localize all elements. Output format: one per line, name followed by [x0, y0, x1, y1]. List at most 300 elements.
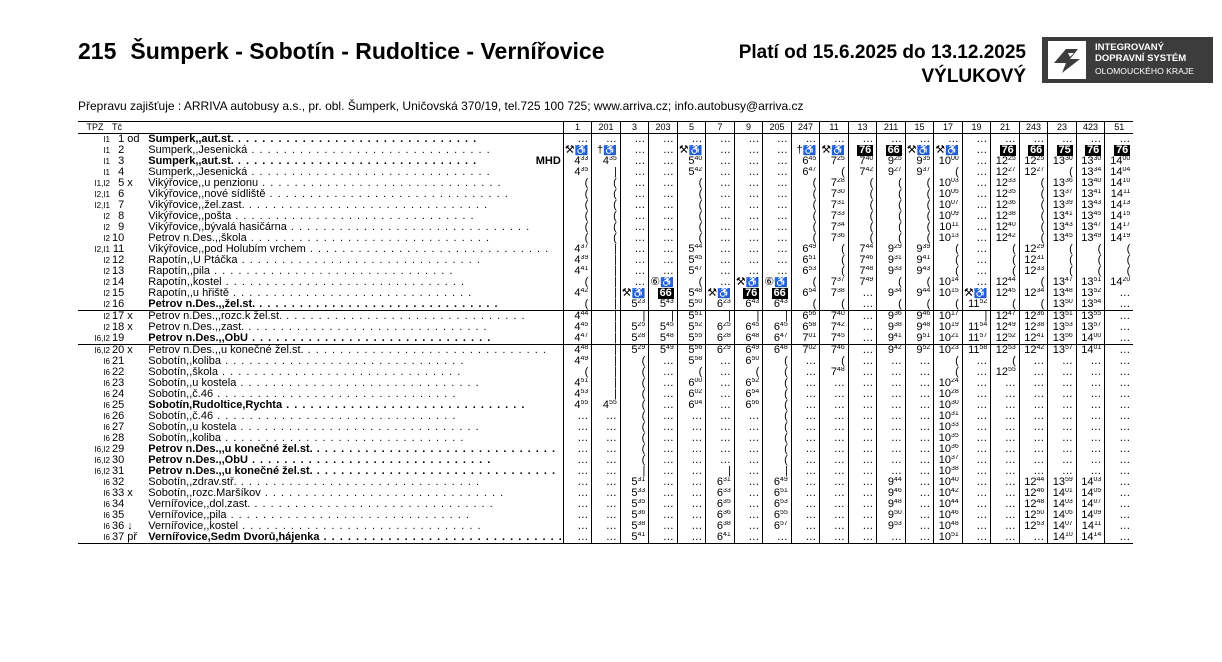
time-cell: …	[848, 455, 877, 466]
time-cell: …	[706, 189, 735, 200]
time-cell: $7^{45}$	[820, 333, 849, 345]
time-cell: …	[1076, 389, 1105, 400]
time-cell: …	[706, 411, 735, 422]
row-tpz: I2,I1	[94, 201, 110, 210]
time-cell: (	[934, 266, 963, 277]
time-cell: $9^{52}$	[905, 345, 934, 357]
time-cell: …	[734, 266, 763, 277]
dot-leader: . . . . . . . . . . . . . . . . . . . . . . . . . . . . . .	[260, 488, 505, 499]
time-cell: (	[763, 444, 792, 455]
time-cell: $14^{09}$	[1076, 510, 1105, 521]
stop-name-text: Vernířovice,,kostel	[148, 521, 239, 532]
time-cell: $7^{30}$	[820, 189, 849, 200]
time-cell: $14^{04}$	[1105, 167, 1134, 178]
time-cell: |	[962, 311, 991, 323]
time-cell: …	[962, 499, 991, 510]
time-cell: …	[563, 466, 592, 477]
time-cell: $7^{48}$	[820, 367, 849, 378]
time-cell: |	[592, 389, 621, 400]
stop-name-text: Vikýřovice,,žel.zast.	[148, 200, 245, 211]
time-cell: |	[592, 333, 621, 345]
time-cell: …	[962, 167, 991, 178]
time-cell: …	[649, 444, 678, 455]
time-cell: $9^{41}$	[877, 333, 906, 345]
time-cell: …	[962, 532, 991, 544]
dot-leader: . . . . . . . . . . . . . . . . . . . . . . . . . . . . . .	[305, 244, 550, 255]
time-cell: $10^{24}$	[934, 378, 963, 389]
time-cell: $6^{00}$	[677, 378, 706, 389]
dot-leader: . . . . . . . . . . . . . . . . . . . . . . . . . . . . . .	[244, 322, 488, 333]
row-mark: ↓	[127, 521, 133, 532]
stop-name	[148, 333, 563, 345]
time-cell: 76	[848, 145, 877, 156]
time-cell: $14^{10}$	[1048, 532, 1077, 544]
time-cell: …	[649, 222, 678, 233]
time-cell: …	[1105, 499, 1134, 510]
time-cell: …	[820, 477, 849, 488]
stop-name-text: Vernířovice,,dol.zast.	[148, 499, 251, 510]
time-cell: …	[649, 455, 678, 466]
time-cell: (	[791, 178, 820, 189]
row-tpz: I6	[103, 489, 110, 498]
time-cell: $6^{31}$	[706, 477, 735, 488]
time-cell: $5^{56}$	[677, 345, 706, 357]
time-cell: …	[962, 400, 991, 411]
time-cell: $13^{43}$	[1048, 222, 1077, 233]
time-cell: (	[563, 178, 592, 189]
stop-name	[148, 134, 563, 146]
time-cell: …	[649, 389, 678, 400]
time-cell: …	[848, 356, 877, 367]
time-cell: …	[592, 455, 621, 466]
time-cell: …	[1019, 356, 1048, 367]
stop-name	[148, 477, 563, 488]
time-cell: $4^{45}$	[563, 322, 592, 333]
time-cell: $12^{31}$	[1019, 255, 1048, 266]
time-cell: …	[734, 532, 763, 544]
time-cell: …	[820, 411, 849, 422]
row-number: 19	[112, 333, 125, 344]
time-cell: …	[592, 444, 621, 455]
time-cell: (	[905, 222, 934, 233]
table-row	[78, 400, 1133, 411]
time-cell: …	[734, 499, 763, 510]
time-cell: $4^{48}$	[563, 345, 592, 357]
time-cell: …	[791, 422, 820, 433]
time-cell: …	[1048, 367, 1077, 378]
time-cell: …	[734, 156, 763, 167]
time-cell: $12^{52}$	[991, 333, 1020, 345]
time-cell: …	[763, 211, 792, 222]
stop-name-text: Petrov n.Des.,,u konečné žel.st.	[148, 444, 313, 455]
page-title	[78, 38, 605, 65]
time-cell: $7^{25}$	[820, 156, 849, 167]
time-cell: |	[592, 356, 621, 367]
time-cell: …	[905, 411, 934, 422]
time-cell: …	[791, 499, 820, 510]
table-row	[78, 477, 1133, 488]
time-cell: (	[848, 189, 877, 200]
time-cell: $6^{53}$	[791, 266, 820, 277]
time-cell: $9^{46}$	[905, 311, 934, 323]
time-cell: (	[991, 356, 1020, 367]
stop-name-text: Vikýřovice,,pošta	[148, 211, 232, 222]
time-cell: (	[1019, 233, 1048, 244]
row-number: 9	[118, 222, 125, 233]
time-cell: $5^{23}$	[620, 299, 649, 311]
stop-name-text: Petrov n.Des.,,u konečné žel.st.	[148, 344, 304, 356]
row-mark	[126, 277, 148, 288]
time-cell: $14^{19}$	[1105, 233, 1134, 244]
time-cell: …	[1105, 466, 1134, 477]
time-cell: (	[905, 299, 934, 311]
time-cell: 66	[763, 288, 792, 299]
stop-name	[148, 145, 563, 156]
time-cell: $9^{29}$	[877, 244, 906, 255]
time-cell: …	[592, 499, 621, 510]
time-cell: …	[905, 389, 934, 400]
time-cell: …	[820, 499, 849, 510]
stop-name-text: Vikýřovice,,bývalá hasičárna	[148, 222, 287, 233]
stop-name-text: Šumperk,,aut.st.	[148, 156, 234, 167]
time-cell: $7^{34}$	[820, 222, 849, 233]
time-cell: …	[620, 255, 649, 266]
time-cell: $9^{27}$	[877, 167, 906, 178]
time-cell: …	[706, 277, 735, 288]
time-cell: …	[677, 499, 706, 510]
table-row	[78, 499, 1133, 510]
time-cell: …	[649, 411, 678, 422]
table-row	[78, 178, 1133, 189]
stop-name	[148, 299, 563, 311]
row-number: 11	[112, 244, 125, 255]
time-cell: …	[592, 477, 621, 488]
time-cell: (	[905, 277, 934, 288]
time-cell: (	[791, 233, 820, 244]
time-cell: $13^{41}$	[1048, 211, 1077, 222]
trip-number: 5	[677, 122, 706, 134]
time-cell: (	[905, 211, 934, 222]
time-cell: …	[877, 389, 906, 400]
row-number: 15	[112, 288, 125, 299]
time-cell: $9^{43}$	[905, 266, 934, 277]
stop-name	[148, 400, 563, 411]
table-row	[78, 145, 1133, 156]
row-mark: x	[127, 322, 133, 333]
time-cell: $12^{42}$	[991, 233, 1020, 244]
time-cell: $12^{35}$	[991, 189, 1020, 200]
time-cell: …	[734, 167, 763, 178]
table-row	[78, 378, 1133, 389]
time-cell: (	[1048, 167, 1077, 178]
dot-leader: . . . . . . . . . . . . . . . . . . . . . . . . . . . . . .	[255, 299, 499, 310]
time-cell: $11^{58}$	[962, 345, 991, 357]
time-cell: |	[649, 311, 678, 323]
time-cell: |	[592, 288, 621, 299]
dot-leader: . . . . . . . . . . . . . . . . . . . . . . . . . . . . . .	[226, 510, 470, 521]
time-cell: …	[962, 266, 991, 277]
row-number: 30	[112, 455, 125, 466]
row-number: 17	[112, 310, 125, 322]
time-cell: ⚒♿	[734, 277, 763, 288]
stop-name	[148, 433, 563, 444]
row-number: 21	[112, 356, 125, 367]
time-cell: $4^{49}$	[563, 356, 592, 367]
ids-logo-icon	[1048, 41, 1086, 79]
stop-name	[148, 488, 563, 499]
time-cell: $4^{42}$	[563, 288, 592, 299]
time-cell: $10^{19}$	[934, 322, 963, 333]
time-cell: …	[877, 532, 906, 544]
time-cell: (	[1019, 200, 1048, 211]
time-cell: $6^{25}$	[706, 322, 735, 333]
time-cell: $10^{33}$	[934, 422, 963, 433]
row-number: 13	[112, 266, 125, 277]
row-tpz: I1,I2	[94, 179, 110, 188]
time-cell: …	[1076, 455, 1105, 466]
time-cell: (	[1076, 266, 1105, 277]
time-cell: …	[1105, 311, 1134, 323]
time-cell: $9^{33}$	[877, 266, 906, 277]
time-cell: …	[620, 145, 649, 156]
time-cell: …	[991, 455, 1020, 466]
table-row	[78, 422, 1133, 433]
row-tpz: I6	[78, 532, 112, 544]
time-cell: (	[877, 200, 906, 211]
time-cell: (	[791, 277, 820, 288]
time-cell: …	[734, 521, 763, 532]
row-tpz: I2	[103, 256, 110, 265]
stop-name-text: Petrov n.Des.,,u konečné žel.st.	[148, 466, 313, 477]
time-cell: ⚒♿	[905, 145, 934, 156]
stop-name	[148, 167, 563, 178]
time-cell: (	[563, 277, 592, 288]
time-cell: (	[848, 233, 877, 244]
time-cell: …	[791, 477, 820, 488]
time-cell: (	[848, 211, 877, 222]
time-cell: …	[649, 211, 678, 222]
time-cell: …	[905, 400, 934, 411]
time-cell: …	[1019, 400, 1048, 411]
time-cell: …	[991, 400, 1020, 411]
row-mark	[126, 288, 148, 299]
time-cell: …	[649, 433, 678, 444]
time-cell: …	[991, 510, 1020, 521]
time-cell: $10^{38}$	[934, 466, 963, 477]
time-cell: $13^{54}$	[1076, 299, 1105, 311]
time-cell: (	[1019, 299, 1048, 311]
time-cell: ⑥♿	[649, 277, 678, 288]
time-cell: $6^{35}$	[706, 499, 735, 510]
stop-name-text: Sobotín,,u kostela	[148, 422, 237, 433]
time-cell: …	[848, 311, 877, 323]
row-number: 24	[112, 389, 125, 400]
row-number: 14	[112, 277, 125, 288]
time-cell: (	[991, 255, 1020, 266]
time-cell: $13^{47}$	[1048, 277, 1077, 288]
stop-name	[148, 367, 563, 378]
time-cell: (	[563, 222, 592, 233]
time-cell: $13^{56}$	[1048, 333, 1077, 345]
time-cell: $7^{37}$	[820, 277, 849, 288]
time-cell: |	[592, 378, 621, 389]
time-cell: …	[592, 134, 621, 146]
time-cell: $14^{03}$	[1048, 499, 1077, 510]
dot-leader: . . . . . . . . . . . . . . . . . . . . . . . . . . . . . .	[217, 367, 462, 378]
stop-name-text: Rapotín,,u hřiště	[148, 288, 229, 299]
time-cell: $12^{33}$	[991, 178, 1020, 189]
row-mark	[126, 400, 148, 411]
time-cell: …	[1019, 389, 1048, 400]
time-cell: $10^{28}$	[934, 389, 963, 400]
row-number: 8	[118, 211, 125, 222]
stop-name-text: Vernířovice,Sedm Dvorů,hájenka	[148, 532, 320, 543]
time-cell: …	[1105, 400, 1134, 411]
time-cell: (	[1019, 211, 1048, 222]
time-cell: …	[791, 356, 820, 367]
time-cell: …	[649, 477, 678, 488]
time-cell: …	[820, 488, 849, 499]
dot-leader: . . . . . . . . . . . . . . . . . . . . . . . . . . . . . .	[236, 477, 481, 488]
time-cell: $13^{39}$	[1048, 200, 1077, 211]
time-cell: …	[734, 455, 763, 466]
time-cell: $12^{53}$	[991, 345, 1020, 357]
dot-leader: . . . . . . . . . . . . . . . . . . . . . . . . . . . . . .	[286, 222, 531, 233]
time-cell: $6^{50}$	[734, 356, 763, 367]
time-cell: …	[1105, 345, 1134, 357]
time-cell: |	[592, 322, 621, 333]
row-tpz: I6,I2	[94, 467, 110, 476]
time-cell: (	[592, 211, 621, 222]
time-cell: …	[677, 466, 706, 477]
time-cell: …	[563, 134, 592, 146]
time-cell: $6^{45}$	[734, 322, 763, 333]
time-cell: $7^{33}$	[820, 211, 849, 222]
time-cell: $11^{57}$	[962, 333, 991, 345]
dot-leader: . . . . . . . . . . . . . . . . . . . . . . . . . . . . . .	[247, 145, 491, 156]
time-cell: …	[848, 433, 877, 444]
table-row	[78, 488, 1133, 499]
time-cell: …	[677, 521, 706, 532]
row-mark	[126, 411, 148, 422]
time-cell: $13^{51}$	[1076, 277, 1105, 288]
time-cell: …	[763, 167, 792, 178]
dot-leader: . . . . . . . . . . . . . . . . . . . . . . . . . . . . . .	[247, 167, 491, 178]
time-cell: …	[962, 378, 991, 389]
time-cell: …	[620, 178, 649, 189]
time-cell: …	[1105, 488, 1134, 499]
time-cell: …	[649, 400, 678, 411]
time-cell: …	[1048, 455, 1077, 466]
time-cell: $7^{49}$	[848, 277, 877, 288]
row-number: 10	[112, 233, 125, 244]
dot-leader: . . . . . . . . . . . . . . . . . . . . . . . . . . . . . .	[213, 411, 457, 422]
time-cell: $13^{52}$	[1076, 288, 1105, 299]
time-cell: (	[1019, 222, 1048, 233]
time-cell: (	[620, 422, 649, 433]
time-cell: …	[791, 532, 820, 544]
time-cell: $13^{40}$	[1076, 178, 1105, 189]
time-cell: …	[962, 455, 991, 466]
time-cell: …	[620, 277, 649, 288]
time-cell: $9^{31}$	[877, 255, 906, 266]
time-cell: $6^{54}$	[734, 389, 763, 400]
time-cell: …	[1019, 367, 1048, 378]
stop-name-text: Petrov n.Des.,,žel.st.	[148, 299, 256, 310]
time-cell: ⚒♿	[962, 288, 991, 299]
row-number: 33	[112, 488, 125, 499]
time-cell: …	[706, 167, 735, 178]
header-tpz: TPZ	[78, 122, 112, 134]
time-cell: $13^{45}$	[1076, 211, 1105, 222]
time-cell: …	[706, 433, 735, 444]
time-cell: (	[1076, 255, 1105, 266]
time-cell: …	[706, 200, 735, 211]
time-cell: $4^{35}$	[563, 167, 592, 178]
time-cell: $10^{36}$	[934, 444, 963, 455]
time-cell: …	[649, 532, 678, 544]
time-cell: …	[1019, 134, 1048, 146]
stop-name-text: Rapotín,,kostel	[148, 277, 222, 288]
time-cell: $13^{59}$	[1048, 477, 1077, 488]
stop-name	[148, 277, 563, 288]
time-cell: …	[905, 510, 934, 521]
row-mark	[126, 422, 148, 433]
table-row	[78, 222, 1133, 233]
stop-name-text: Sobotín,Rudoltice,Rychta	[148, 400, 283, 411]
time-cell: …	[620, 189, 649, 200]
logo-line-2: DOPRAVNÍ SYSTÉM	[1095, 53, 1187, 64]
time-cell: (	[677, 222, 706, 233]
time-cell: …	[991, 521, 1020, 532]
time-cell: (	[820, 255, 849, 266]
logo-line-3: OLOMOUCKÉHO KRAJE	[1095, 66, 1194, 76]
time-cell: ⚒♿	[677, 145, 706, 156]
time-cell: $12^{48}$	[1019, 499, 1048, 510]
time-cell: (	[791, 189, 820, 200]
table-row	[78, 299, 1133, 311]
time-cell: $6^{36}$	[706, 510, 735, 521]
table-header	[78, 122, 1133, 134]
time-cell: (	[677, 367, 706, 378]
row-mark	[126, 455, 148, 466]
time-cell: $14^{14}$	[1076, 532, 1105, 544]
stop-name	[148, 444, 563, 455]
dot-leader: . . . . . . . . . . . . . . . . . . . . . . . . . . . . . .	[238, 521, 482, 532]
time-cell: …	[1105, 510, 1134, 521]
time-cell: …	[848, 333, 877, 345]
time-cell: …	[1019, 422, 1048, 433]
time-cell: $10^{46}$	[934, 510, 963, 521]
time-cell: $14^{07}$	[1076, 499, 1105, 510]
time-cell: $11^{52}$	[962, 299, 991, 311]
time-cell: (	[934, 255, 963, 266]
time-cell: $9^{35}$	[905, 156, 934, 167]
time-cell: …	[877, 466, 906, 477]
time-cell: …	[563, 455, 592, 466]
time-cell: …	[905, 433, 934, 444]
time-cell: …	[677, 488, 706, 499]
time-cell: …	[1048, 400, 1077, 411]
table-row	[78, 356, 1133, 367]
time-cell: (	[791, 222, 820, 233]
time-cell: (	[791, 299, 820, 311]
time-cell: …	[620, 222, 649, 233]
dot-leader: . . . . . . . . . . . . . . . . . . . . . . . . . . . . . .	[247, 333, 492, 344]
time-cell: …	[592, 521, 621, 532]
time-cell: …	[791, 411, 820, 422]
time-cell: (	[934, 367, 963, 378]
